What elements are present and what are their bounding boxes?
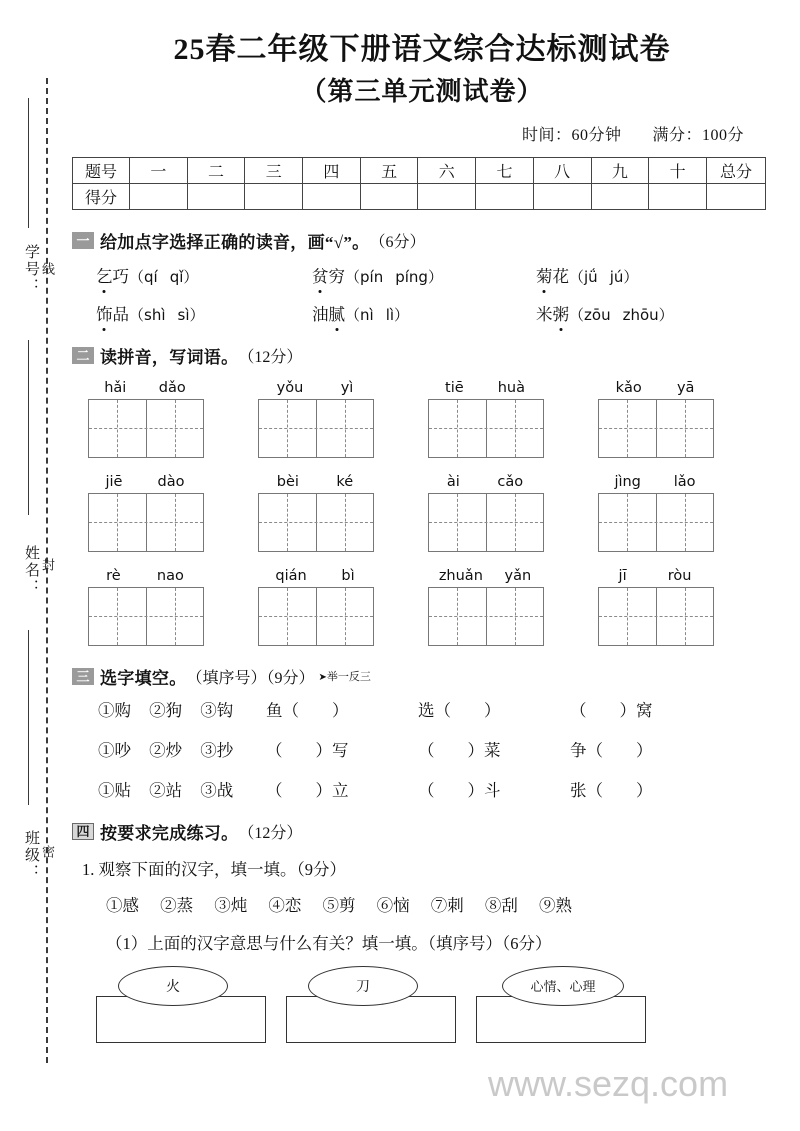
pinyin-2: yā [676,379,695,396]
ex1-word-head: 米 [536,304,553,324]
pinyin-2: lǎo [673,473,696,490]
score-cell-9[interactable] [649,183,707,209]
section-points-3: （填序号）（9分） [186,669,315,687]
ex3-option: ②炒 [149,740,183,760]
ex4-diagram [96,966,286,1046]
dotted-char: 粥 [553,301,570,325]
score-cell-0[interactable] [130,183,188,209]
ex3-blank[interactable]: 鱼（ ） [266,700,349,720]
seal-char-mi: 密 [40,845,55,858]
tianzige-cell[interactable] [146,400,204,457]
ex4-character-list [72,892,772,916]
student-name-label: 姓名： [23,545,39,596]
tianzige-cell[interactable] [316,494,374,551]
ex1-item[interactable]: 贫穷（pín píng） [312,263,536,287]
tianzige-box[interactable] [598,493,714,552]
ex3-option: ③战 [200,780,234,800]
seal-solid-line-1 [28,98,29,228]
score-table-col-1: 二 [187,157,245,183]
section-header-1 [72,228,772,253]
tianzige-pinyin [598,474,712,490]
section-badge-1: 一 [72,232,94,249]
ex1-pinyin-a[interactable]: jǘ [584,267,598,286]
pinyin-2: bì [341,567,355,584]
ex4-subquestion-1: （1）上面的汉字意思与什么有关？填一填。（填序号）（6分） [106,933,552,953]
ex1-row [96,301,772,325]
tianzige-cell[interactable] [316,400,374,457]
ex3-row [98,697,772,721]
ex1-word-tail: 品 [112,304,129,324]
tianzige-box[interactable] [598,587,714,646]
page-title: 25春二年级下册语文综合达标测试卷 [173,33,671,66]
ex4-char: ④恋 [268,895,302,915]
section-points-1: （6分） [369,233,426,251]
ex4-question-1: 1. 观察下面的汉字，填一填。（9分） [82,859,346,879]
pinyin-1: qián [275,567,307,584]
ex3-options [98,737,266,761]
section-title-1: 给加点字选择正确的读音，画“√”。 [100,232,370,252]
tianzige-group[interactable] [258,474,428,552]
exercise-1 [72,263,772,325]
tianzige-cell[interactable] [599,588,656,645]
score-cell-7[interactable] [533,183,591,209]
pinyin-2: huà [497,379,525,396]
ex3-blank[interactable]: 争（ ） [570,740,653,760]
ex3-row [98,737,772,761]
arrow-icon: ➤ [318,672,327,684]
score-table-rowhead-1: 得分 [73,183,130,209]
ex1-item[interactable]: 饰品（shì sì） [96,301,312,325]
table-row-header [73,157,766,183]
ex1-word-tail: 穷 [328,266,345,286]
tianzige-cell[interactable] [316,588,374,645]
student-id-label: 学号： [23,244,39,295]
score-table-col-2: 三 [245,157,303,183]
section-header-4 [72,819,772,844]
section-title-2: 读拼音，写词语。 [100,347,239,367]
score-cell-2[interactable] [245,183,303,209]
ex3-blanks [266,697,722,721]
section-points-2: （12分） [238,348,303,366]
tianzige-cell[interactable] [146,494,204,551]
pinyin-2: dǎo [158,379,186,396]
ex4-diagram [476,966,666,1046]
section-badge-3: 三 [72,668,94,685]
tianzige-box[interactable] [88,587,204,646]
pinyin-1: tiē [445,379,464,396]
pinyin-2: yì [340,379,354,396]
dotted-char: 乞 [96,263,113,287]
tianzige-pinyin [88,380,202,396]
tianzige-cell[interactable] [89,400,146,457]
tianzige-cell[interactable] [486,494,544,551]
pinyin-2: cǎo [497,473,524,490]
full-score-label: 满分：100分 [652,126,744,144]
pinyin-1: jiē [105,473,123,490]
tianzige-cell[interactable] [599,400,656,457]
pinyin-2: nao [156,567,184,584]
ex3-option: ③钩 [200,700,234,720]
tianzige-cell[interactable] [656,494,714,551]
score-table-col-3: 四 [303,157,361,183]
ex3-blank[interactable]: （ ）菜 [418,740,501,760]
seal-solid-line-3 [28,630,29,805]
ex3-option: ①贴 [98,780,131,800]
section-points-4: （12分） [238,824,303,842]
score-cell-1[interactable] [187,183,245,209]
section-title-4: 按要求完成练习。 [100,823,239,843]
tianzige-group[interactable] [598,568,768,646]
tianzige-row [88,380,772,458]
tianzige-row [88,474,772,552]
seal-solid-line-2 [28,340,29,515]
ex3-blank[interactable]: （ ）立 [266,780,349,800]
tianzige-cell[interactable] [656,400,714,457]
ex1-pinyin-b[interactable]: jú [609,267,624,286]
tianzige-cell[interactable] [656,588,714,645]
ex3-blanks [266,737,722,761]
table-row-score [73,183,766,209]
section-title-3: 选字填空。 [100,668,187,688]
dotted-char: 腻 [329,301,346,325]
tianzige-box[interactable] [428,587,544,646]
pinyin-1: zhuǎn [438,567,483,584]
ex3-blank[interactable]: 选（ ） [418,700,501,720]
tianzige-cell[interactable] [486,400,544,457]
tianzige-cell[interactable] [89,588,146,645]
ex3-option: ①吵 [98,740,131,760]
pinyin-1: kǎo [615,379,642,396]
pinyin-1: rè [106,567,121,584]
diagram-ellipse-label: 刀 [308,966,418,1006]
tianzige-box[interactable] [258,399,374,458]
ex3-blank[interactable]: （ ）窝 [570,700,653,720]
tianzige-group[interactable] [88,474,258,552]
pinyin-2: dào [157,473,185,490]
site-watermark: www.sezq.com [488,1063,729,1104]
ex4-char: ⑤剪 [322,895,356,915]
ex1-pinyin-b[interactable]: píng [395,267,428,286]
ex4-char: ②蒸 [160,895,194,915]
diagram-ellipse-label: 心情、心理 [502,966,624,1006]
ex1-row [96,263,772,287]
ex4-char: ①感 [106,895,139,915]
ex4-char: ⑧刮 [484,895,518,915]
tianzige-cell[interactable] [146,588,204,645]
score-cell-4[interactable] [360,183,418,209]
tianzige-group[interactable] [88,568,258,646]
score-table-col-6: 七 [476,157,534,183]
ex1-item[interactable]: 乞巧（qí qǐ） [96,263,312,287]
ex4-char: ⑨熟 [539,895,572,915]
tianzige-pinyin [88,568,202,584]
ex1-word-tail: 巧 [112,266,129,286]
section-header-2 [72,343,772,368]
tianzige-cell[interactable] [486,588,544,645]
tianzige-box[interactable] [428,493,544,552]
tianzige-group[interactable] [258,568,428,646]
score-table-col-7: 八 [533,157,591,183]
score-table-col-8: 九 [591,157,649,183]
juyifansan-tag [319,668,371,684]
tianzige-box[interactable] [428,399,544,458]
tianzige-pinyin [428,474,542,490]
seal-char-feng: 封 [40,558,55,571]
exam-meta [72,122,772,145]
tianzige-pinyin [258,380,372,396]
exam-paper [72,0,772,1131]
ex3-option: ③抄 [200,740,234,760]
ex1-item[interactable]: 菊花（jǘ jú） [536,263,638,287]
pinyin-2: yǎn [504,567,532,584]
pinyin-2: ké [336,473,354,490]
tianzige-pinyin [88,474,202,490]
tianzige-pinyin [428,568,542,584]
ex3-option: ②狗 [149,700,183,720]
tianzige-cell[interactable] [429,400,486,457]
ex3-blanks [266,777,722,801]
tianzige-cell[interactable] [89,494,146,551]
tianzige-group[interactable] [258,380,428,458]
exercise-2 [72,380,772,646]
ex3-blank[interactable]: 张（ ） [570,780,653,800]
dotted-char: 饰 [96,301,113,325]
tianzige-pinyin [598,380,712,396]
score-cell-3[interactable] [303,183,361,209]
ex1-word-tail: 花 [552,266,569,286]
tianzige-group[interactable] [598,474,768,552]
ex1-pinyin-a[interactable]: zōu [584,305,611,324]
ex1-item[interactable]: 米粥（zōu zhōu） [536,301,674,325]
section-header-3 [72,664,772,689]
ex1-pinyin-b[interactable]: sì [177,305,190,324]
tianzige-cell[interactable] [429,588,486,645]
section-badge-4: 四 [72,823,94,840]
tianzige-row [88,568,772,646]
score-table-col-5: 六 [418,157,476,183]
tianzige-pinyin [258,568,372,584]
score-table-col-4: 五 [360,157,418,183]
tianzige-cell[interactable] [259,400,316,457]
dotted-char: 菊 [536,263,553,287]
tianzige-group[interactable] [88,380,258,458]
tianzige-box[interactable] [258,493,374,552]
score-cell-8[interactable] [591,183,649,209]
ex1-pinyin-a[interactable]: pín [360,267,384,286]
ex1-item[interactable]: 油腻（nì lì） [312,301,536,325]
ex1-pinyin-b[interactable]: zhōu [622,305,659,324]
ex1-pinyin-b[interactable]: lì [385,305,395,324]
dotted-char: 贫 [312,263,329,287]
tianzige-cell[interactable] [429,494,486,551]
pinyin-1: jī [618,567,627,584]
tianzige-cell[interactable] [599,494,656,551]
pinyin-1: jìng [614,473,641,490]
ex4-char: ③炖 [214,895,248,915]
score-table-rowhead-0: 题号 [73,157,130,183]
score-table-col-total: 总分 [707,157,766,183]
pinyin-1: yǒu [276,379,304,396]
score-table [72,157,766,210]
score-cell-total[interactable] [707,183,766,209]
score-cell-6[interactable] [476,183,534,209]
ex3-options [98,777,266,801]
time-label: 时间：60分钟 [521,126,622,144]
ex1-word-head: 油 [312,304,329,324]
ex1-pinyin-b[interactable]: qǐ [169,267,184,286]
tianzige-group[interactable] [428,568,598,646]
ex4-char: ⑦刺 [430,895,464,915]
exercise-3 [72,697,772,801]
ex3-option: ①购 [98,700,131,720]
ex4-diagram [286,966,476,1046]
tianzige-cell[interactable] [259,494,316,551]
tianzige-group[interactable] [428,380,598,458]
ex4-diagram-row [72,966,772,1046]
tianzige-box[interactable] [598,399,714,458]
pinyin-2: ròu [667,567,692,584]
student-class-label: 班级： [23,830,39,881]
ex3-blank[interactable]: （ ）写 [266,740,349,760]
tianzige-pinyin [598,568,712,584]
tianzige-group[interactable] [428,474,598,552]
ex1-pinyin-a[interactable]: nì [360,305,374,324]
ex3-blank[interactable]: （ ）斗 [418,780,501,800]
seal-char-xian: 线 [40,262,55,275]
tianzige-pinyin [258,474,372,490]
tianzige-group[interactable] [598,380,768,458]
ex3-options [98,697,266,721]
score-table-col-9: 十 [649,157,707,183]
ex4-char: ⑥恼 [376,895,410,915]
tianzige-box[interactable] [258,587,374,646]
tianzige-box[interactable] [88,493,204,552]
ex3-option: ②站 [149,780,183,800]
score-table-col-0: 一 [130,157,188,183]
pinyin-1: hǎi [104,379,127,396]
ex1-pinyin-a[interactable]: qí [144,267,158,286]
ex3-row [98,777,772,801]
tianzige-pinyin [428,380,542,396]
score-cell-5[interactable] [418,183,476,209]
ex1-pinyin-a[interactable]: shì [144,305,166,324]
section-badge-2: 二 [72,347,94,364]
diagram-ellipse-label: 火 [118,966,228,1006]
tianzige-box[interactable] [88,399,204,458]
pinyin-1: ài [446,473,460,490]
juyifansan-label: 举一反三 [326,671,371,684]
pinyin-1: bèi [276,473,299,490]
tianzige-cell[interactable] [259,588,316,645]
page-subtitle: （第三单元测试卷） [300,76,544,106]
